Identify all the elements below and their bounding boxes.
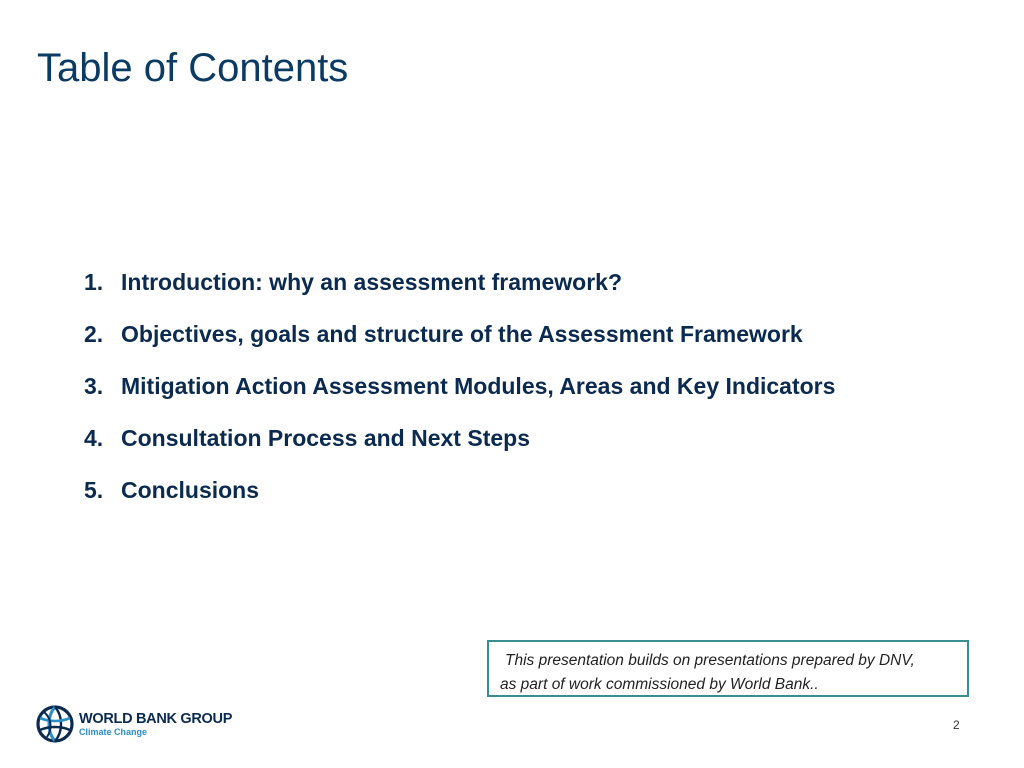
toc-item-label: Conclusions xyxy=(121,476,260,503)
toc-item-number: 3. xyxy=(84,372,104,399)
world-bank-group-logo xyxy=(35,704,232,744)
toc-item-number: 4. xyxy=(84,424,104,451)
toc-item-number: 1. xyxy=(84,268,104,295)
globe-icon xyxy=(35,704,75,744)
attribution-note-box xyxy=(487,640,969,697)
toc-item-objectives xyxy=(84,308,835,360)
toc-item-consultation xyxy=(84,412,835,464)
toc-item-number: 5. xyxy=(84,476,104,503)
attribution-note-line-2: as part of work commissioned by World Bank.. xyxy=(500,676,819,693)
toc-item-introduction xyxy=(84,256,835,308)
toc-item-label: Introduction: why an assessment framework? xyxy=(121,268,623,295)
toc-item-label: Objectives, goals and structure of the Assessment Framework xyxy=(121,320,803,347)
attribution-note-line-1: This presentation builds on presentations prepared by DNV, xyxy=(505,652,915,669)
table-of-contents-list xyxy=(84,256,835,516)
toc-item-number: 2. xyxy=(84,320,104,347)
logo-subtitle: Climate Change xyxy=(79,726,148,737)
page-number: 2 xyxy=(953,718,960,732)
toc-item-label: Consultation Process and Next Steps xyxy=(121,424,530,451)
toc-item-conclusions xyxy=(84,464,835,516)
toc-item-mitigation-modules xyxy=(84,360,835,412)
logo-wordmark: WORLD BANK GROUP xyxy=(79,710,233,727)
slide-title: Table of Contents xyxy=(37,46,349,90)
toc-item-label: Mitigation Action Assessment Modules, Areas and Key Indicators xyxy=(121,372,836,399)
